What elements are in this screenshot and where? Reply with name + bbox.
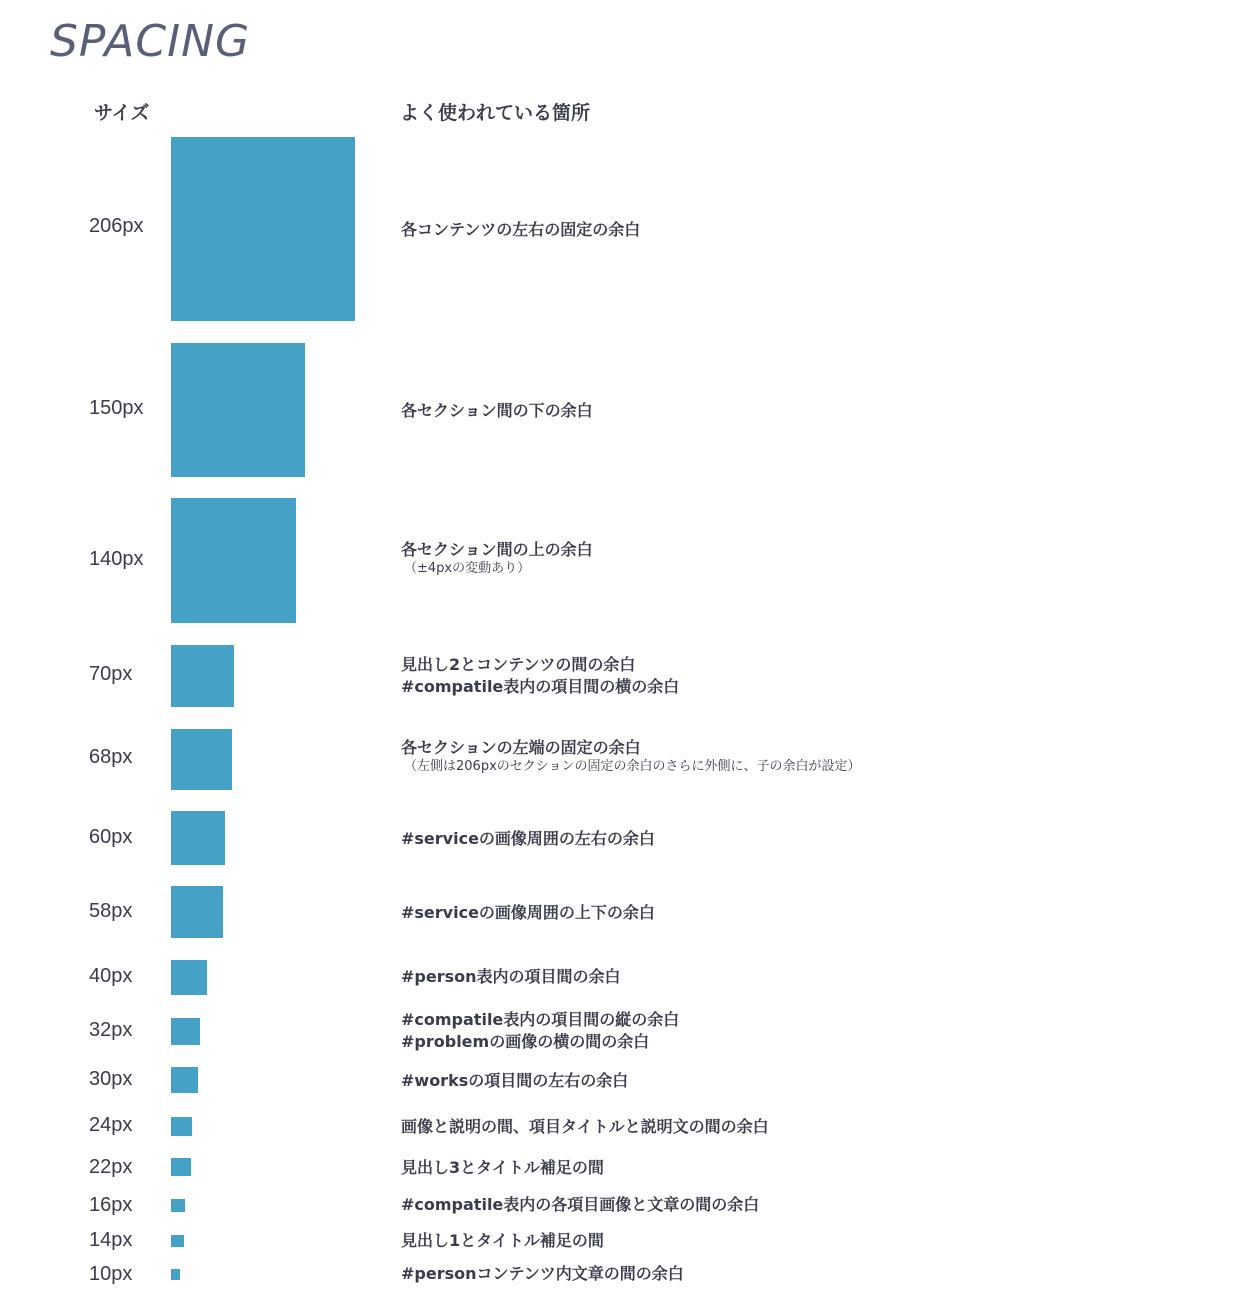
size-swatch bbox=[171, 729, 232, 790]
usage-line: 各セクション間の下の余白 bbox=[401, 401, 593, 420]
page-title: SPACING bbox=[50, 16, 251, 67]
usage-description bbox=[401, 1070, 628, 1092]
size-swatch bbox=[171, 811, 225, 865]
usage-description bbox=[401, 1194, 759, 1216]
usage-description bbox=[401, 400, 593, 422]
usage-description bbox=[401, 902, 655, 924]
usage-description bbox=[401, 1230, 604, 1252]
size-swatch bbox=[171, 1018, 200, 1045]
usage-line: 見出し1とタイトル補足の間 bbox=[401, 1231, 604, 1250]
size-label: 22px bbox=[89, 1156, 133, 1178]
size-swatch bbox=[171, 137, 355, 321]
size-label: 10px bbox=[89, 1263, 133, 1285]
usage-line: #person表内の項目間の余白 bbox=[401, 967, 621, 986]
size-label: 70px bbox=[89, 663, 133, 685]
size-swatch bbox=[171, 498, 296, 623]
usage-line: #compatile表内の各項目画像と文章の間の余白 bbox=[401, 1195, 760, 1214]
size-swatch bbox=[171, 960, 207, 995]
size-label: 58px bbox=[89, 900, 133, 922]
usage-line: 画像と説明の間、項目タイトルと説明文の間の余白 bbox=[401, 1117, 769, 1136]
usage-line: #worksの項目間の左右の余白 bbox=[401, 1071, 629, 1090]
size-swatch bbox=[171, 1199, 185, 1212]
size-swatch bbox=[171, 1158, 191, 1176]
size-swatch bbox=[171, 1269, 180, 1280]
size-label: 206px bbox=[89, 215, 144, 237]
usage-description bbox=[401, 654, 679, 698]
size-swatch bbox=[171, 1235, 184, 1247]
size-swatch bbox=[171, 645, 234, 707]
usage-line: 見出し3とタイトル補足の間 bbox=[401, 1158, 604, 1177]
size-swatch bbox=[171, 343, 305, 477]
usage-line: #compatile表内の項目間の縦の余白 bbox=[401, 1010, 680, 1029]
size-label: 16px bbox=[89, 1194, 133, 1216]
usage-line: #problemの画像の横の間の余白 bbox=[401, 1032, 650, 1051]
usage-description bbox=[401, 539, 593, 577]
usage-line: 各コンテンツの左右の固定の余白 bbox=[401, 220, 641, 239]
size-swatch bbox=[171, 886, 223, 938]
usage-line: #serviceの画像周囲の上下の余白 bbox=[401, 903, 655, 922]
usage-column-header: よく使われている箇所 bbox=[400, 102, 591, 124]
usage-description bbox=[401, 737, 861, 775]
usage-line: 見出し2とコンテンツの間の余白 bbox=[401, 655, 636, 674]
size-label: 60px bbox=[89, 826, 133, 848]
usage-description bbox=[401, 1116, 769, 1138]
usage-description bbox=[401, 219, 640, 241]
size-label: 40px bbox=[89, 965, 133, 987]
usage-line: #personコンテンツ内文章の間の余白 bbox=[401, 1264, 684, 1283]
size-column-header: サイズ bbox=[94, 102, 150, 124]
size-label: 32px bbox=[89, 1019, 133, 1041]
size-label: 140px bbox=[89, 548, 144, 570]
size-label: 30px bbox=[89, 1068, 133, 1090]
size-label: 150px bbox=[89, 397, 144, 419]
usage-note: （左側は206pxのセクションの固定の余白のさらに外側に、子の余白が設定） bbox=[404, 759, 861, 774]
size-swatch bbox=[171, 1117, 192, 1136]
usage-description bbox=[401, 1263, 684, 1285]
usage-description bbox=[401, 966, 621, 988]
size-label: 68px bbox=[89, 746, 133, 768]
usage-description bbox=[401, 828, 655, 850]
usage-line: #serviceの画像周囲の左右の余白 bbox=[401, 829, 655, 848]
size-swatch bbox=[171, 1067, 198, 1093]
usage-description bbox=[401, 1009, 679, 1053]
usage-line: 各セクション間の上の余白 bbox=[401, 540, 593, 559]
usage-description bbox=[401, 1157, 604, 1179]
usage-note: （±4pxの変動あり） bbox=[404, 561, 531, 576]
size-label: 14px bbox=[89, 1229, 133, 1251]
usage-line: 各セクションの左端の固定の余白 bbox=[401, 738, 641, 757]
usage-line: #compatile表内の項目間の横の余白 bbox=[401, 677, 680, 696]
size-label: 24px bbox=[89, 1114, 133, 1136]
